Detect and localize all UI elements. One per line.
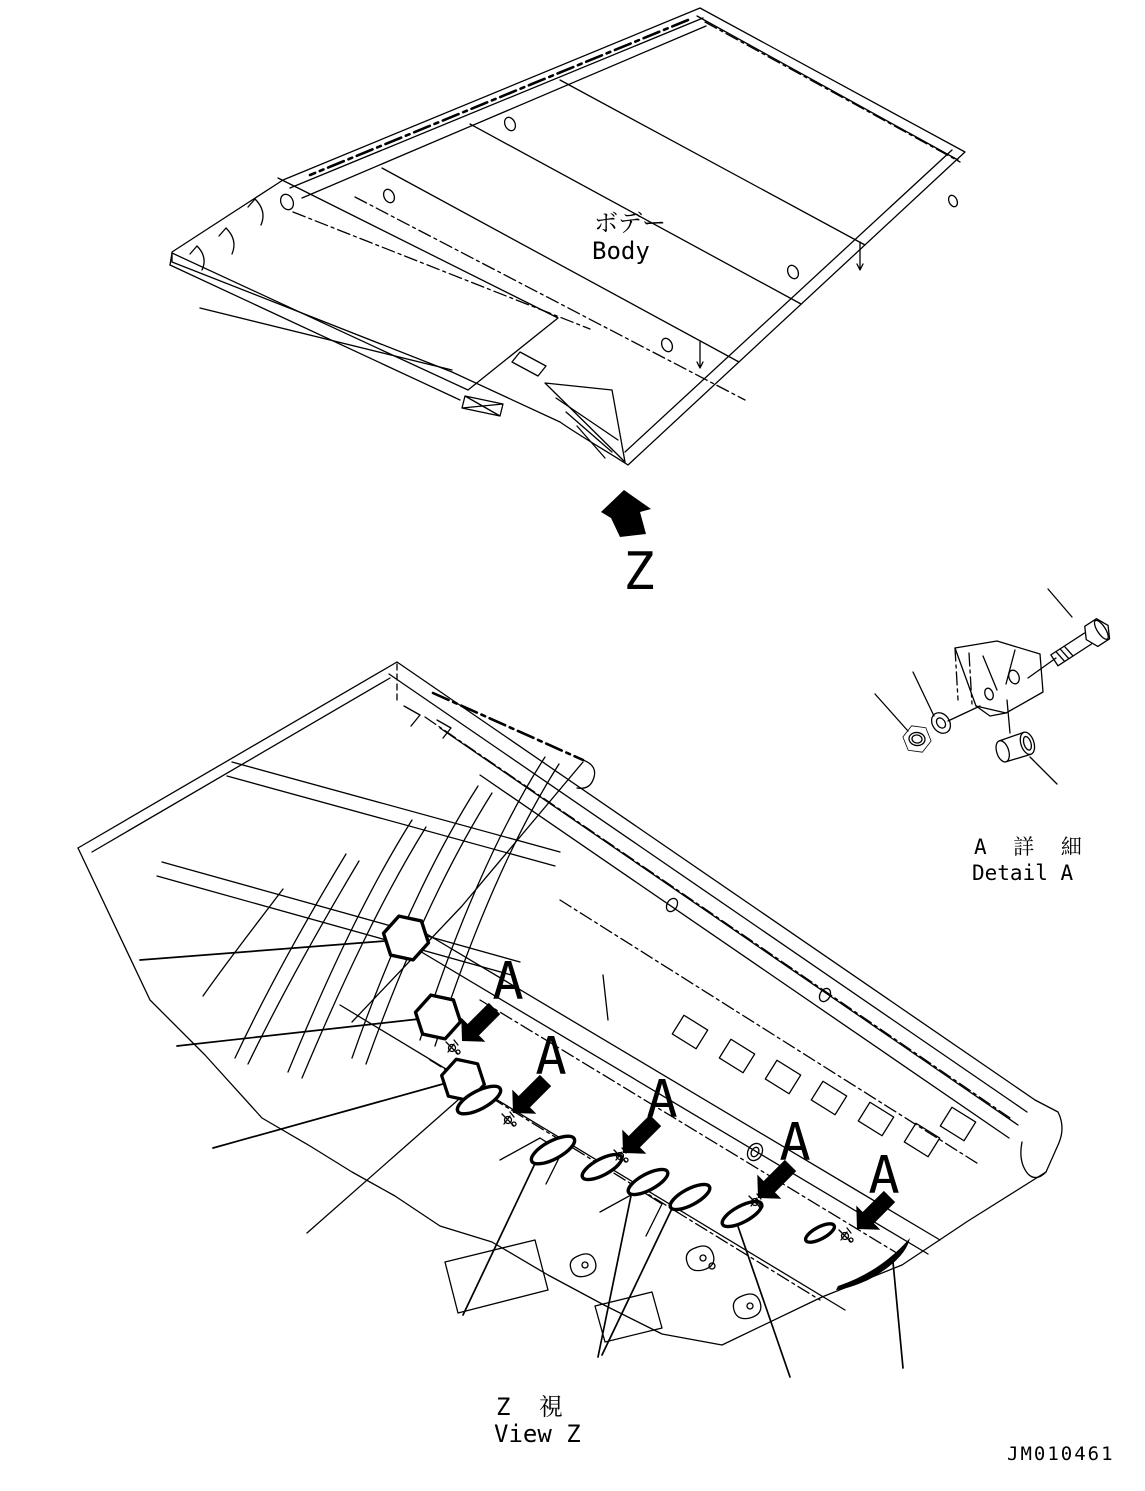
crescent-wear-plate: [836, 1238, 910, 1290]
z-direction-arrow: [601, 490, 655, 602]
a-callout-label: A: [868, 1146, 900, 1206]
seal-ring: [625, 1165, 671, 1200]
detail-a-inset: [875, 589, 1115, 885]
washer-shape: [928, 709, 955, 737]
a-callout-label: A: [646, 1070, 678, 1130]
view-z-label-en: View Z: [494, 1420, 581, 1448]
bushing-shape: [993, 730, 1037, 764]
body-label-jp: ボデー: [594, 209, 666, 237]
a-callout-label: A: [535, 1027, 567, 1087]
view-z-label-jp: Z 視: [496, 1393, 563, 1421]
hex-plug-shape: [411, 993, 464, 1041]
z-marker-label: Z: [623, 542, 655, 602]
front-pivot-bracket: [462, 352, 625, 462]
detail-a-label-en: Detail A: [972, 861, 1074, 885]
detail-a-label-jp: A 詳 細: [974, 835, 1082, 859]
z-arrow-icon: [601, 490, 651, 537]
seal-ring: [667, 1180, 713, 1215]
a-callout-label: A: [492, 952, 524, 1012]
bracket-shape: [955, 641, 1043, 716]
rib-cutouts: [672, 1015, 975, 1156]
hex-plugs: [140, 914, 488, 1148]
hex-plug-shape: [379, 914, 432, 962]
view-z-underside: [78, 662, 1062, 1448]
drawing-number: JM010461: [1007, 1443, 1115, 1465]
shim-plate: [445, 1240, 548, 1313]
body-top-view: [170, 8, 965, 465]
a-callout-label: A: [779, 1113, 811, 1173]
body-label-en: Body: [592, 237, 650, 265]
seal-ring: [803, 1220, 837, 1246]
bolt-shape: [1048, 615, 1115, 670]
seal-ring: [528, 1131, 579, 1169]
seal-rings: [307, 1081, 837, 1377]
